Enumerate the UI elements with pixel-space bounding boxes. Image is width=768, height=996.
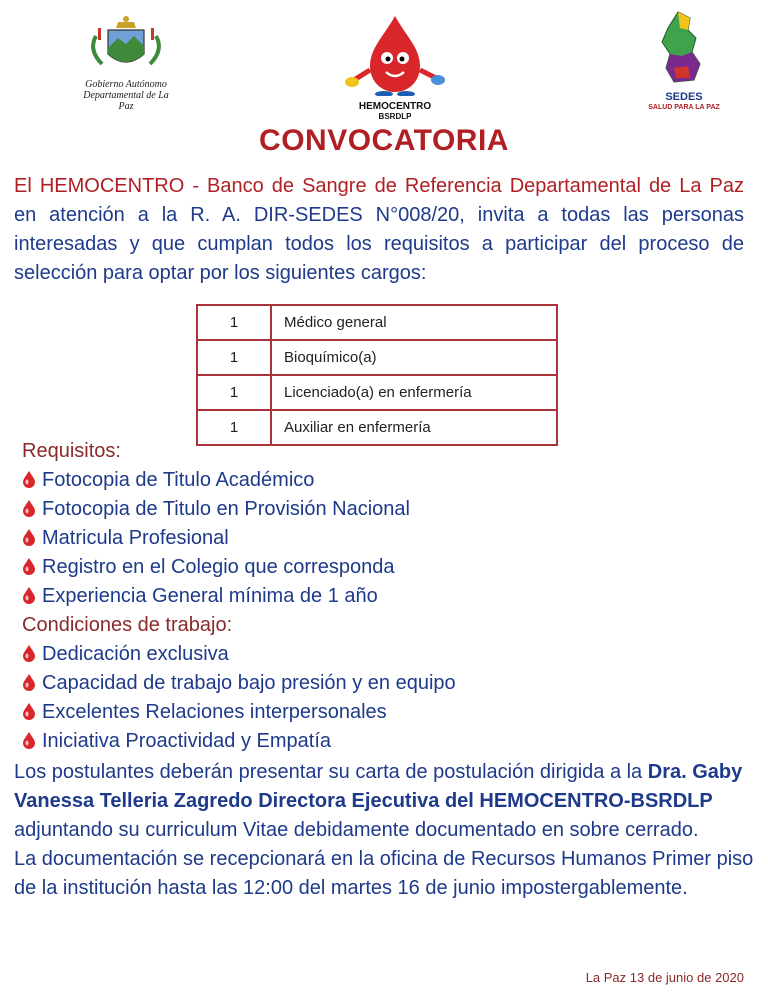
cargos-table — [196, 304, 558, 446]
la-paz-map-icon — [644, 8, 724, 86]
list-item — [22, 585, 378, 608]
closing-p1-end: adjuntando su curriculum Vitae debidamente documentado en sobre cerrado. — [14, 819, 699, 841]
condicion-text: Capacidad de trabajo bajo presión y en equipo — [42, 672, 456, 694]
requisitos-heading: Requisitos: — [22, 440, 121, 462]
sedes-caption-2: SALUD PARA LA PAZ — [648, 104, 720, 111]
hemocentro-caption-2: BSRDLP — [378, 112, 412, 121]
gobierno-logo — [78, 14, 174, 112]
blood-drop-icon — [22, 470, 36, 488]
cargo-name: Médico general — [271, 305, 557, 340]
cargo-qty: 1 — [197, 375, 271, 410]
list-item — [22, 643, 229, 666]
closing-p1-start: Los postulantes deberán presentar su carta de postulación dirigida a la — [14, 761, 648, 783]
cargo-name: Licenciado(a) en enfermería — [271, 375, 557, 410]
condiciones-heading: Condiciones de trabajo: — [22, 614, 233, 636]
blood-drop-icon — [22, 586, 36, 604]
cargo-qty: 1 — [197, 340, 271, 375]
closing-text — [14, 758, 754, 903]
table-row — [197, 305, 557, 340]
director-name: Dra. Gaby Vanessa Telleria Zagredo Directora Ejecutiva del HEMOCENTRO-BSRDLP — [14, 761, 743, 812]
blood-drop-icon — [22, 731, 36, 749]
gobierno-caption-2: Departamental de La Paz — [83, 90, 169, 112]
hemocentro-logo — [340, 14, 450, 121]
blood-drop-mascot-icon — [340, 14, 450, 96]
sedes-caption-1: SEDES — [665, 91, 703, 103]
requisito-text: Experiencia General mínima de 1 año — [42, 585, 378, 607]
blood-drop-icon — [22, 644, 36, 662]
requisito-text: Fotocopia de Titulo Académico — [42, 469, 315, 491]
list-item — [22, 498, 410, 521]
blood-drop-icon — [22, 673, 36, 691]
cargo-name: Bioquímico(a) — [271, 340, 557, 375]
requisito-text: Matricula Profesional — [42, 527, 229, 549]
hemocentro-caption-1: HEMOCENTRO — [358, 101, 432, 112]
page-title: CONVOCATORIA — [259, 124, 509, 157]
list-item — [22, 730, 331, 753]
cargo-qty: 1 — [197, 305, 271, 340]
blood-drop-icon — [22, 702, 36, 720]
intro-organization: El HEMOCENTRO - Banco de Sangre de Referencia Departamental de La Paz — [14, 175, 744, 197]
list-item — [22, 556, 394, 579]
requisito-text: Fotocopia de Titulo en Provisión Nacional — [42, 498, 410, 520]
blood-drop-icon — [22, 528, 36, 546]
table-row — [197, 410, 557, 445]
coat-of-arms-icon — [78, 14, 174, 74]
table-row — [197, 340, 557, 375]
intro-paragraph — [14, 172, 744, 288]
condicion-text: Iniciativa Proactividad y Empatía — [42, 730, 332, 752]
condicion-text: Excelentes Relaciones interpersonales — [42, 701, 387, 723]
cargo-name: Auxiliar en enfermería — [271, 410, 557, 445]
blood-drop-icon — [22, 557, 36, 575]
closing-paragraph-2: La documentación se recepcionará en la oficina de Recursos Humanos Primer piso de la institución hasta las 12:00 del martes 16 de junio impostergablemente. — [14, 848, 754, 899]
intro-text: en atención a la R. A. DIR-SEDES N°008/20, invita a todas las personas interesadas y que cumplan todos los requisitos a participar del proceso de selección para optar por los siguientes cargos: — [14, 204, 744, 284]
table-row — [197, 375, 557, 410]
requisito-text: Registro en el Colegio que corresponda — [42, 556, 395, 578]
cargo-qty: 1 — [197, 410, 271, 445]
list-item — [22, 672, 456, 695]
closing-paragraph-1 — [14, 758, 754, 845]
list-item — [22, 527, 229, 550]
list-item — [22, 701, 387, 724]
document-date: La Paz 13 de junio de 2020 — [585, 970, 744, 985]
sedes-logo — [644, 8, 724, 112]
blood-drop-icon — [22, 499, 36, 517]
gobierno-caption-1: Gobierno Autónomo — [85, 79, 167, 90]
list-item — [22, 469, 314, 492]
condicion-text: Dedicación exclusiva — [42, 643, 229, 665]
